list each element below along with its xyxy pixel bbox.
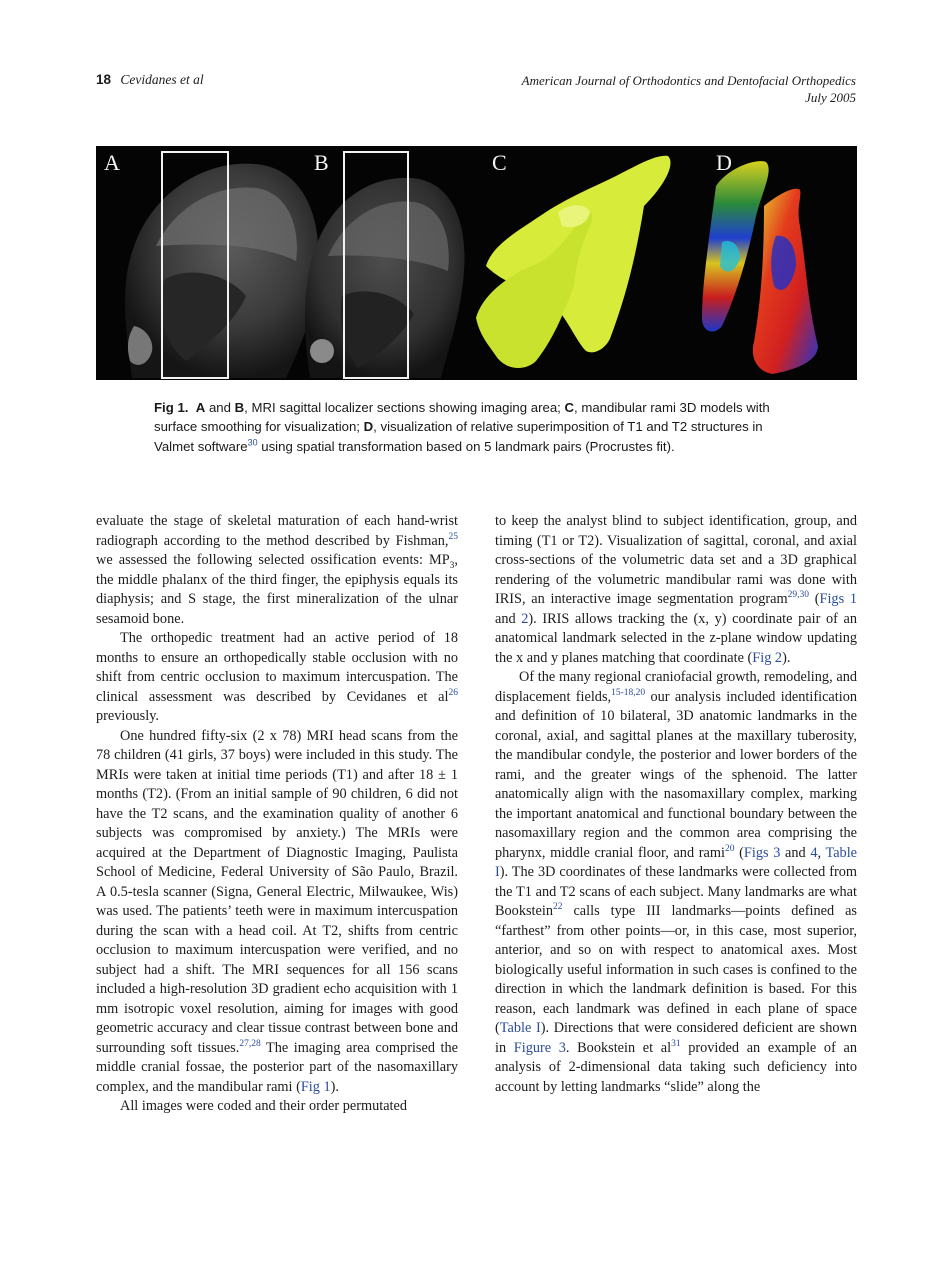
running-header-right	[522, 72, 856, 106]
citation-ref[interactable]: 22	[552, 902, 563, 913]
running-header-left	[96, 72, 204, 88]
paragraph: All images were coded and their order permutated	[120, 1098, 408, 1114]
citation-ref[interactable]: 15-18,20	[611, 687, 646, 698]
figure-1-image	[96, 146, 857, 380]
paragraph: evaluate the stage of skeletal maturation of each hand-wrist radiograph according to the method described by Fishman,$^{25}$ we assessed the following selected ossification events: $MP_3$, the middle phalanx of the third finger, the epiphysis equals its diaphysis; and S stage, the first mineralization of the ulnar sesamoid bone.	[96, 513, 458, 627]
figure-link[interactable]: Figure 3	[513, 1039, 566, 1056]
paragraph: to keep the analyst blind to subject identification, group, and timing (T1 or T2). Visualization of sagittal, coronal, and axial cross-sections of the volumetric data set and a 3D graphical rendering of the volumetric mandibular rami was done with IRIS, an interactive image segmentation program$^{29,30}$ (Figs 1 and 2). IRIS allows tracking the (x, y) coordinate pair of an anatomical landmark selected in the z-plane window updating the x and y planes matching that coordinate (Fig 2).	[495, 513, 858, 666]
panel-letter-a: A	[104, 150, 120, 175]
page-number: 18	[96, 72, 112, 87]
journal-title: American Journal of Orthodontics and Dentofacial Orthopedics	[521, 73, 856, 88]
citation-ref[interactable]: 20	[724, 843, 735, 854]
paragraph: One hundred fifty-six (2 x 78) MRI head scans from the 78 children (41 girls, 37 boys) were included in this study. The MRIs were taken at initial time periods (T1) and after 18 ± 1 months (T2). (From an initial sample of 90 children, 6 did not have the T2 scans, and the examination quality of another 6 subjects was compromised by anxiety.) The MRIs were acquired at the Department of Diagnostic Imaging, Paulista School of Medicine, Federal University of São Paulo, Brazil. A 0.5-tesla scanner (Signa, General Electric, Milwaukee, Wis) was used. The patients’ teeth were in maximum intercuspation during the scan with a head coil. At T2, shifts from centric occlusion to maximum intercuspation were verified, and no subject had a shift. The MRI sequences for all 156 scans included a high-resolution 3D gradient echo acquisition with 1 mm isotropic voxel resolution, aiming for images with good geometric accuracy and clear tissue contrast between bone and surrounding soft tissues.$^{27,28}$ The imaging area comprised the middle cranial fossae, the posterior part of the nasomaxillary complex, and the mandibular rami (Fig 1).	[96, 727, 458, 1095]
figure-link[interactable]: Figs 1	[819, 591, 858, 607]
paragraph: Of the many regional craniofacial growth, remodeling, and displacement fields,$^{15-18,20}$ our analysis included identification and definition of 10 bilateral, 3D anatomic landmarks in the coronal, axial, and sagittal planes at the maxillary tuberosity, the mandibular condyle, the posterior and lower borders of the rami, and the greater wings of the sphenoid. The latter anatomically align with the nasomaxillary complex, marking the important anatomical and functional boundary between the nasomaxillary region and the common area comprising the pharynx, middle cranial floor, and rami$^{20}$ (Figs 3 and 4, Table I). The 3D coordinates of these landmarks were collected from the T1 and T2 scans of each subject. Many landmarks are what Bookstein$^{22}$ calls type III landmarks—points defined as “farthest” from other points—or, in this case, most superior, anterior, and so on with respect to anatomical axes. Most biologically useful information in such cases is confined to the direction in which the landmark definition is based. For this reason, each landmark was defined in each plane of space (Table I). Directions that were considered deficient are shown in Figure 3. Bookstein et $al^{31}$ provided an example of an analysis of 2-dimensional data taking such deficiency into account by letting landmarks “slide” along the	[495, 669, 858, 1095]
figure-1-caption: Fig 1. A and B, MRI sagittal localizer sections showing imaging area; C, mandibular rami 3D models with surface smoothing for visualization; D, visualization of relative superimposition of T1 and T2 structures in Valmet software$^{30}$ using spatial transformation based on 5 landmark pairs (Procrustes fit).	[154, 400, 770, 454]
citation-ref[interactable]: 26	[448, 687, 458, 698]
table-link[interactable]: Table I	[495, 844, 858, 880]
figure-1	[96, 146, 857, 380]
running-authors: Cevidanes et al	[120, 72, 204, 87]
panel-letter-c: C	[492, 150, 507, 175]
issue-date: July 2005	[805, 90, 856, 105]
table-link[interactable]: Table I	[499, 1020, 541, 1036]
citation-ref[interactable]: 27,28	[239, 1038, 261, 1049]
citation-ref[interactable]: 31	[671, 1038, 681, 1049]
figure-link[interactable]: Fig 1	[300, 1078, 331, 1095]
paragraph: The orthopedic treatment had an active period of 18 months to ensure an orthopedically stable occlusion with no shift from centric occlusion to maximum intercuspation. The clinical assessment was described by Cevidanes et $al^{26}$ previously.	[96, 630, 458, 724]
panel-letter-b: B	[314, 150, 329, 175]
figure-link[interactable]: Fig 2	[752, 649, 783, 666]
figure-link[interactable]: 4	[810, 844, 818, 861]
panel-letter-d: D	[716, 150, 732, 175]
citation-ref[interactable]: 30	[247, 437, 258, 448]
right-column	[495, 512, 857, 1097]
citation-ref[interactable]: 25	[448, 531, 458, 542]
left-column	[96, 512, 458, 1117]
figure-link[interactable]: 2	[521, 610, 529, 627]
citation-ref[interactable]: 29,30	[787, 590, 809, 601]
caption-label: Fig 1.	[154, 400, 189, 415]
figure-link[interactable]: Figs 3	[743, 844, 781, 861]
